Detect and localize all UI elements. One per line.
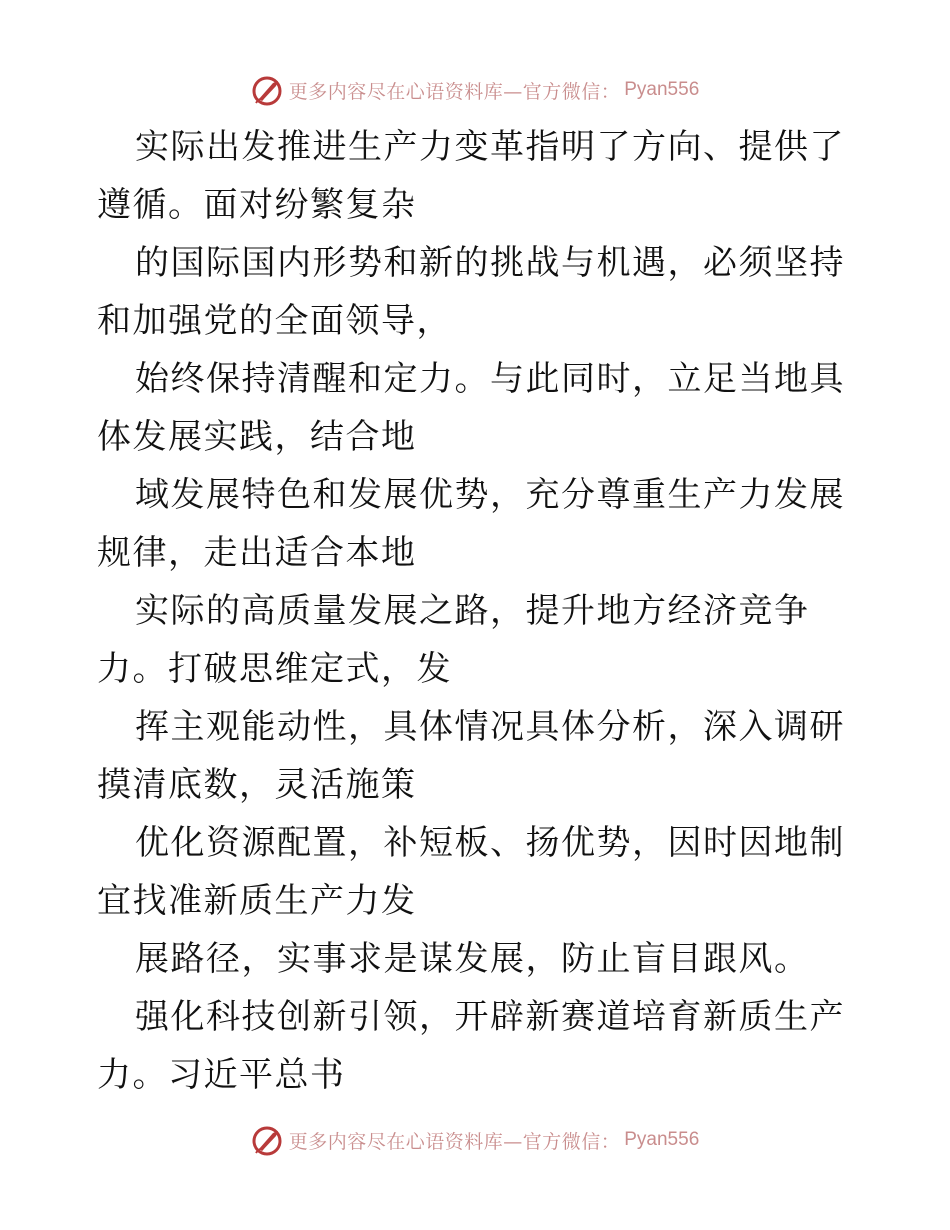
paragraph: 展路径，实事求是谋发展，防止盲目跟风。 <box>135 939 810 979</box>
pen-logo-icon <box>251 1123 285 1157</box>
paragraph: 实际的高质量发展之路，提升地方经济竞争力。打破思维定式，发 <box>97 591 810 689</box>
paragraph: 始终保持清醒和定力。与此同时，立足当地具体发展实践，结合地 <box>97 359 845 457</box>
paragraph: 域发展特色和发展优势，充分尊重生产力发展规律，走出适合本地 <box>97 475 845 573</box>
banner-text: 更多内容尽在心语资料库—官方微信： <box>288 80 621 103</box>
footer-banner <box>0 1120 950 1160</box>
header-banner <box>0 70 950 110</box>
banner-wechat-id: Pyan556 <box>624 79 700 100</box>
paragraph: 强化科技创新引领，开辟新赛道培育新质生产力。习近平总书 <box>97 997 845 1095</box>
paragraph: 优化资源配置，补短板、扬优势，因时因地制宜找准新质生产力发 <box>97 823 845 921</box>
banner-text: 更多内容尽在心语资料库—官方微信： <box>288 1130 621 1153</box>
pen-logo-icon <box>251 73 285 107</box>
paragraph: 的国际国内形势和新的挑战与机遇，必须坚持和加强党的全面领导， <box>97 243 845 341</box>
banner-content <box>251 1123 700 1157</box>
document-body <box>97 118 857 1104</box>
banner-wechat-id: Pyan556 <box>624 1129 700 1150</box>
paragraph: 挥主观能动性，具体情况具体分析，深入调研摸清底数，灵活施策 <box>97 707 845 805</box>
banner-content <box>251 73 700 107</box>
paragraph: 实际出发推进生产力变革指明了方向、提供了遵循。面对纷繁复杂 <box>97 127 845 225</box>
